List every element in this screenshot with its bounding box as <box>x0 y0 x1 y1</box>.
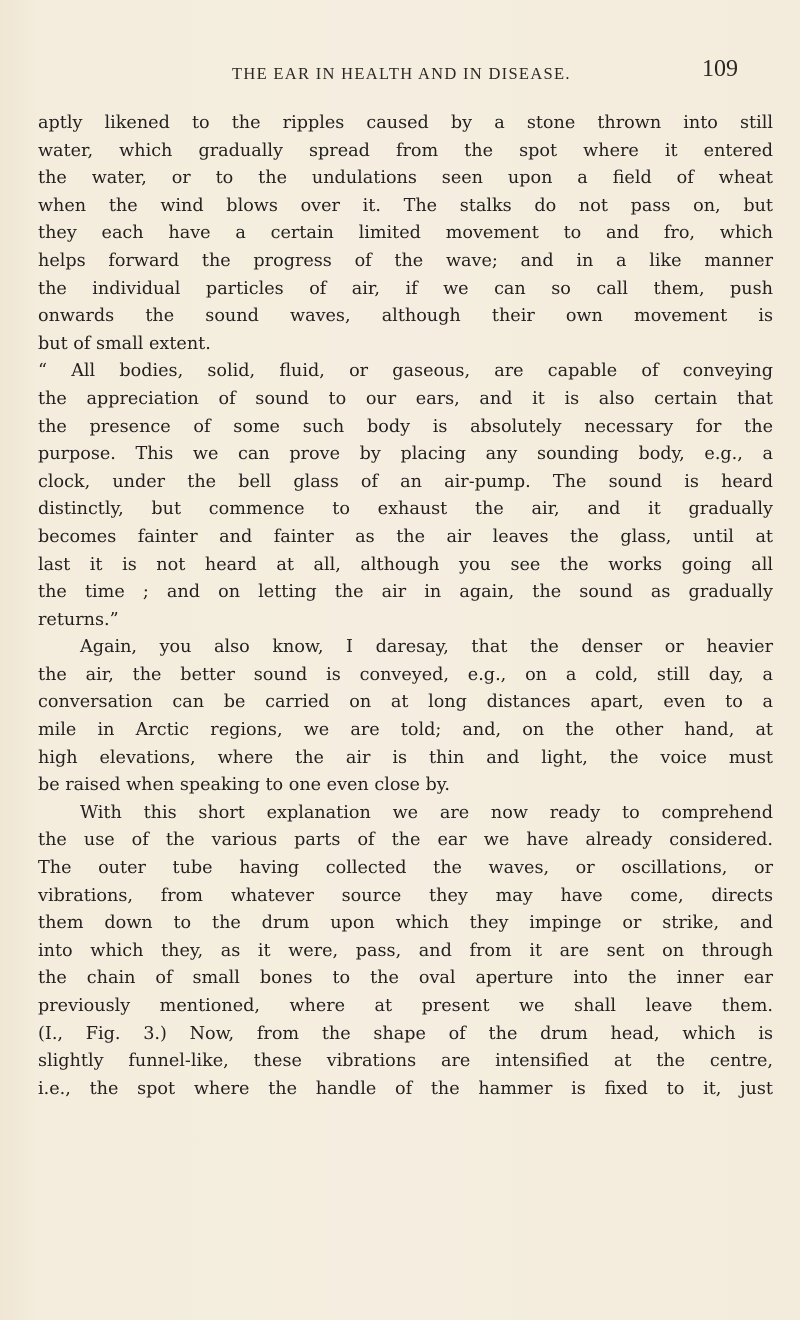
text-line: the appreciation of sound to our ears, and it is also certain that <box>38 388 773 409</box>
text-line: “ All bodies, solid, fluid, or gaseous, are capable of conveying <box>38 361 773 382</box>
text-line: the time ; and on letting the air in again, the sound as gradually <box>38 582 773 603</box>
text-line: purpose. This we can prove by placing any sounding body, e.g., a <box>38 444 773 465</box>
text-line: (I., Fig. 3.) Now, from the shape of the drum head, which is <box>38 1023 773 1044</box>
text-line: clock, under the bell glass of an air-pump. The sound is heard <box>38 471 773 492</box>
text-line: the air, the better sound is conveyed, e.g., on a cold, still day, a <box>38 664 773 685</box>
text-line: high elevations, where the air is thin and light, the voice must <box>38 747 773 768</box>
text-line: becomes fainter and fainter as the air leaves the glass, until at <box>38 526 773 547</box>
text-line: the use of the various parts of the ear we have already considered. <box>38 830 773 851</box>
text-line: slightly funnel-like, these vibrations are intensified at the centre, <box>38 1051 773 1072</box>
text-line: i.e., the spot where the handle of the hammer is fixed to it, just <box>38 1078 773 1099</box>
text-line: mile in Arctic regions, we are told; and, on the other hand, at <box>38 720 773 741</box>
text-line: previously mentioned, where at present we shall leave them. <box>38 996 773 1016</box>
text-line: the individual particles of air, if we can so call them, push <box>38 278 773 299</box>
text-line: aptly likened to the ripples caused by a stone thrown into still <box>38 113 773 133</box>
text-line: be raised when speaking to one even close by. <box>38 775 450 796</box>
text-line: last it is not heard at all, although you see the works going all <box>38 554 773 575</box>
text-line: vibrations, from whatever source they may have come, directs <box>38 885 773 906</box>
text-line: returns.” <box>38 609 119 630</box>
text-line: them down to the drum upon which they impinge or strike, and <box>38 913 773 934</box>
text-line: conversation can be carried on at long distances apart, even to a <box>38 692 773 713</box>
text-line: they each have a certain limited movement to and fro, which <box>38 223 773 244</box>
text-line: With this short explanation we are now ready to comprehend <box>80 802 773 823</box>
text-line: the chain of small bones to the oval aperture into the inner ear <box>38 968 773 989</box>
text-line: the presence of some such body is absolutely necessary for the <box>38 416 773 437</box>
text-line: The outer tube having collected the waves, or oscillations, or <box>38 858 773 879</box>
page-number: 109 <box>702 56 738 82</box>
page-header <box>0 56 800 86</box>
text-line: helps forward the progress of the wave; and in a like manner <box>38 250 773 271</box>
text-line: but of small extent. <box>38 333 211 354</box>
text-line: distinctly, but commence to exhaust the air, and it gradually <box>38 499 773 520</box>
running-head: THE EAR IN HEALTH AND IN DISEASE. <box>232 64 571 83</box>
text-line: into which they, as it were, pass, and from it are sent on through <box>38 940 773 961</box>
text-line: the water, or to the undulations seen upon a field of wheat <box>38 168 773 189</box>
text-line: onwards the sound waves, although their own movement is <box>38 306 773 327</box>
text-line: Again, you also know, I daresay, that the denser or heavier <box>80 637 773 658</box>
text-line: when the wind blows over it. The stalks do not pass on, but <box>38 195 773 216</box>
text-line: water, which gradually spread from the spot where it entered <box>38 140 773 161</box>
body-text <box>38 110 773 1103</box>
